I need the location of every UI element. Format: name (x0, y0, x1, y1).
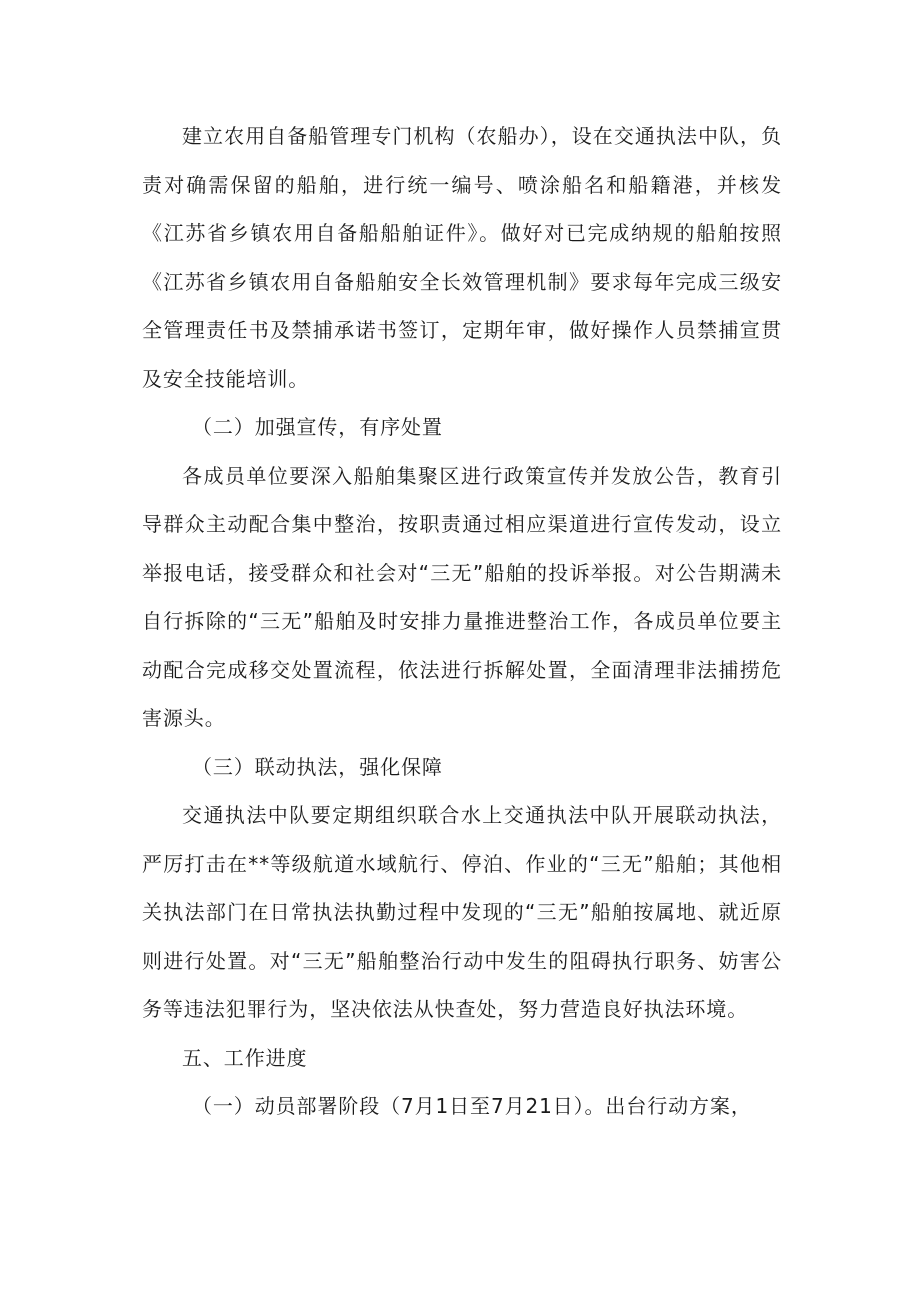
paragraph-agency-setup: 建立农用自备船管理专门机构（农船办），设在交通执法中队，负责对确需保留的船舶，进行统一编号、喷涂船名和船籍港，并核发《江苏省乡镇农用自备船船舶证件》。做好对已完成纳规的船舶按照《江苏省乡镇农用自备船舶安全长效管理机制》要求每年完成三级安全管理责任书及禁捕承诺书签订，定期年审，做好操作人员禁捕宣贯及安全技能培训。 (142, 124, 782, 391)
subheading-joint-enforcement: （三）联动执法，强化保障 (192, 754, 443, 779)
subheading-publicity: （二）加强宣传，有序处置 (192, 415, 443, 439)
paragraph-mobilization-stage: （一）动员部署阶段（7月1日至7月21日）。出台行动方案， (192, 1094, 752, 1118)
paragraph-publicity: 各成员单位要深入船舶集聚区进行政策宣传并发放公告，教育引导群众主动配合集中整治，按职责通过相应渠道进行宣传发动，设立举报电话，接受群众和社会对“三无”船舶的投诉举报。对公告期满未自行拆除的“三无”船舶及时安排力量推进整治工作，各成员单位要主动配合完成移交处置流程，依法进行拆解处置，全面清理非法捕捞危害源头。 (142, 463, 782, 730)
document-body (142, 112, 782, 1131)
section-heading-progress: 五、工作进度 (182, 1045, 308, 1070)
paragraph-joint-enforcement: 交通执法中队要定期组织联合水上交通执法中队开展联动执法，严厉打击在**等级航道水域航行、停泊、作业的“三无”船舶；其他相关执法部门在日常执法执勤过程中发现的“三无”船舶按属地、就近原则进行处置。对“三无”船舶整治行动中发生的阻碍执行职务、妨害公务等违法犯罪行为，坚决依法从快查处，努力营造良好执法环境。 (142, 803, 782, 1021)
